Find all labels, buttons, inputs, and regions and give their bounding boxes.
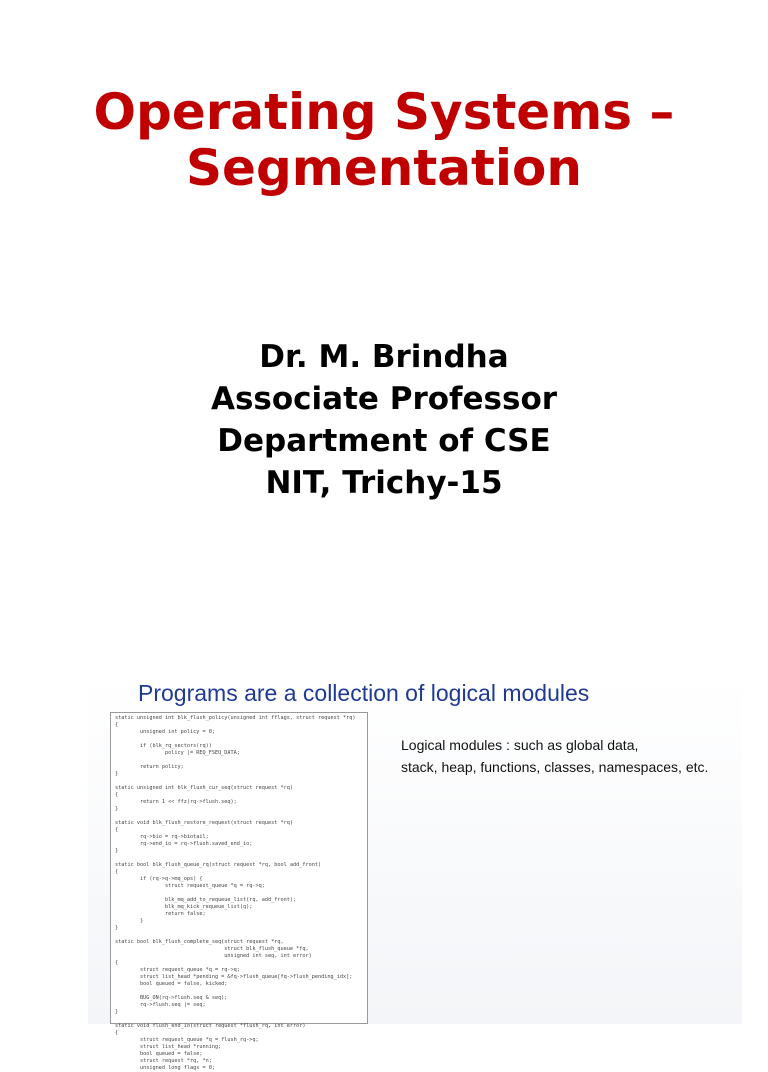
code-line: [115, 855, 363, 862]
code-line: static unsigned int blk_flush_cur_seq(struct request *rq): [115, 785, 294, 791]
code-line: {: [115, 960, 119, 966]
code-line: blk_mq_add_to_requeue_list(rq, add_front);: [115, 897, 297, 903]
code-line: static bool blk_flush_complete_seq(struct request *rq,: [115, 939, 284, 945]
code-line: static unsigned int blk_flush_policy(unsigned int fflags, struct request *rq): [115, 715, 356, 721]
code-line: {: [115, 869, 119, 875]
code-line: {: [115, 792, 119, 798]
code-line: [115, 813, 363, 820]
code-listing: [110, 712, 368, 1071]
code-line: if (blk_rq_sectors(rq)): [115, 743, 212, 749]
author-department: Department of CSE: [217, 423, 551, 459]
code-line: BUG_ON(rq->flush.seq & seq);: [115, 995, 228, 1001]
code-line: static void blk_flush_restore_request(struct request *rq): [115, 820, 294, 826]
code-line: if (rq->q->mq_ops) {: [115, 876, 203, 882]
code-line: }: [115, 771, 119, 777]
slide-thumbnail: [88, 676, 742, 1071]
code-line: rq->flush.seq |= seq;: [115, 1002, 206, 1008]
author-name: Dr. M. Brindha: [259, 339, 509, 375]
code-line: struct request_queue *q = rq->q;: [115, 883, 265, 889]
code-line: struct request_queue *q = rq->q;: [115, 967, 240, 973]
code-line: }: [115, 1009, 119, 1015]
code-line: unsigned int policy = 0;: [115, 729, 215, 735]
code-line: [115, 778, 363, 785]
code-line: unsigned long flags = 0;: [115, 1065, 215, 1071]
code-line: [115, 932, 363, 939]
slide-title: [0, 84, 768, 196]
code-line: struct request *rq, *n;: [115, 1058, 212, 1064]
code-line: static void flush_end_io(struct request *flush_rq, int error): [115, 1023, 306, 1029]
code-line: return 1 << ffz(rq->flush.seq);: [115, 799, 237, 805]
code-line: struct list_head *running;: [115, 1044, 222, 1050]
code-line: {: [115, 827, 119, 833]
code-line: rq->end_io = rq->flush.saved_end_io;: [115, 841, 253, 847]
code-line: unsigned int seq, int error): [115, 953, 312, 959]
code-line: struct request_queue *q = flush_rq->q;: [115, 1037, 259, 1043]
code-line: {: [115, 722, 119, 728]
slide-heading: Programs are a collection of logical modules: [138, 680, 590, 706]
code-line: {: [115, 1030, 119, 1036]
code-line: struct list_head *pending = &fq->flush_queue[fq->flush_pending_idx];: [115, 974, 353, 980]
code-line: static bool blk_flush_queue_rq(struct request *rq, bool add_front): [115, 862, 322, 868]
code-line: [115, 890, 363, 897]
code-line: return policy;: [115, 764, 184, 770]
code-line: }: [115, 918, 144, 924]
author-info: [0, 336, 768, 504]
title-line-2: Segmentation: [186, 139, 582, 197]
author-designation: Associate Professor: [210, 381, 558, 417]
note-line-2: stack, heap, functions, classes, namespaces, etc.: [401, 759, 709, 775]
code-line: }: [115, 848, 119, 854]
code-line: return false;: [115, 911, 206, 917]
code-line: [115, 757, 363, 764]
slide-note: [401, 734, 741, 778]
code-line: [115, 988, 363, 995]
code-line: rq->bio = rq->biotail;: [115, 834, 209, 840]
code-line: bool queued = false;: [115, 1051, 203, 1057]
code-line: [115, 1016, 363, 1023]
code-line: struct blk_flush_queue *fq,: [115, 946, 309, 952]
code-line: blk_mq_kick_requeue_list(q);: [115, 904, 253, 910]
code-line: policy |= REQ_FSEQ_DATA;: [115, 750, 240, 756]
note-line-1: Logical modules : such as global data,: [401, 737, 639, 753]
title-line-1: Operating Systems –: [93, 83, 675, 141]
code-line: bool queued = false, kicked;: [115, 981, 228, 987]
code-line: }: [115, 806, 119, 812]
code-line: [115, 736, 363, 743]
code-line: }: [115, 925, 119, 931]
author-institute: NIT, Trichy-15: [265, 465, 503, 501]
